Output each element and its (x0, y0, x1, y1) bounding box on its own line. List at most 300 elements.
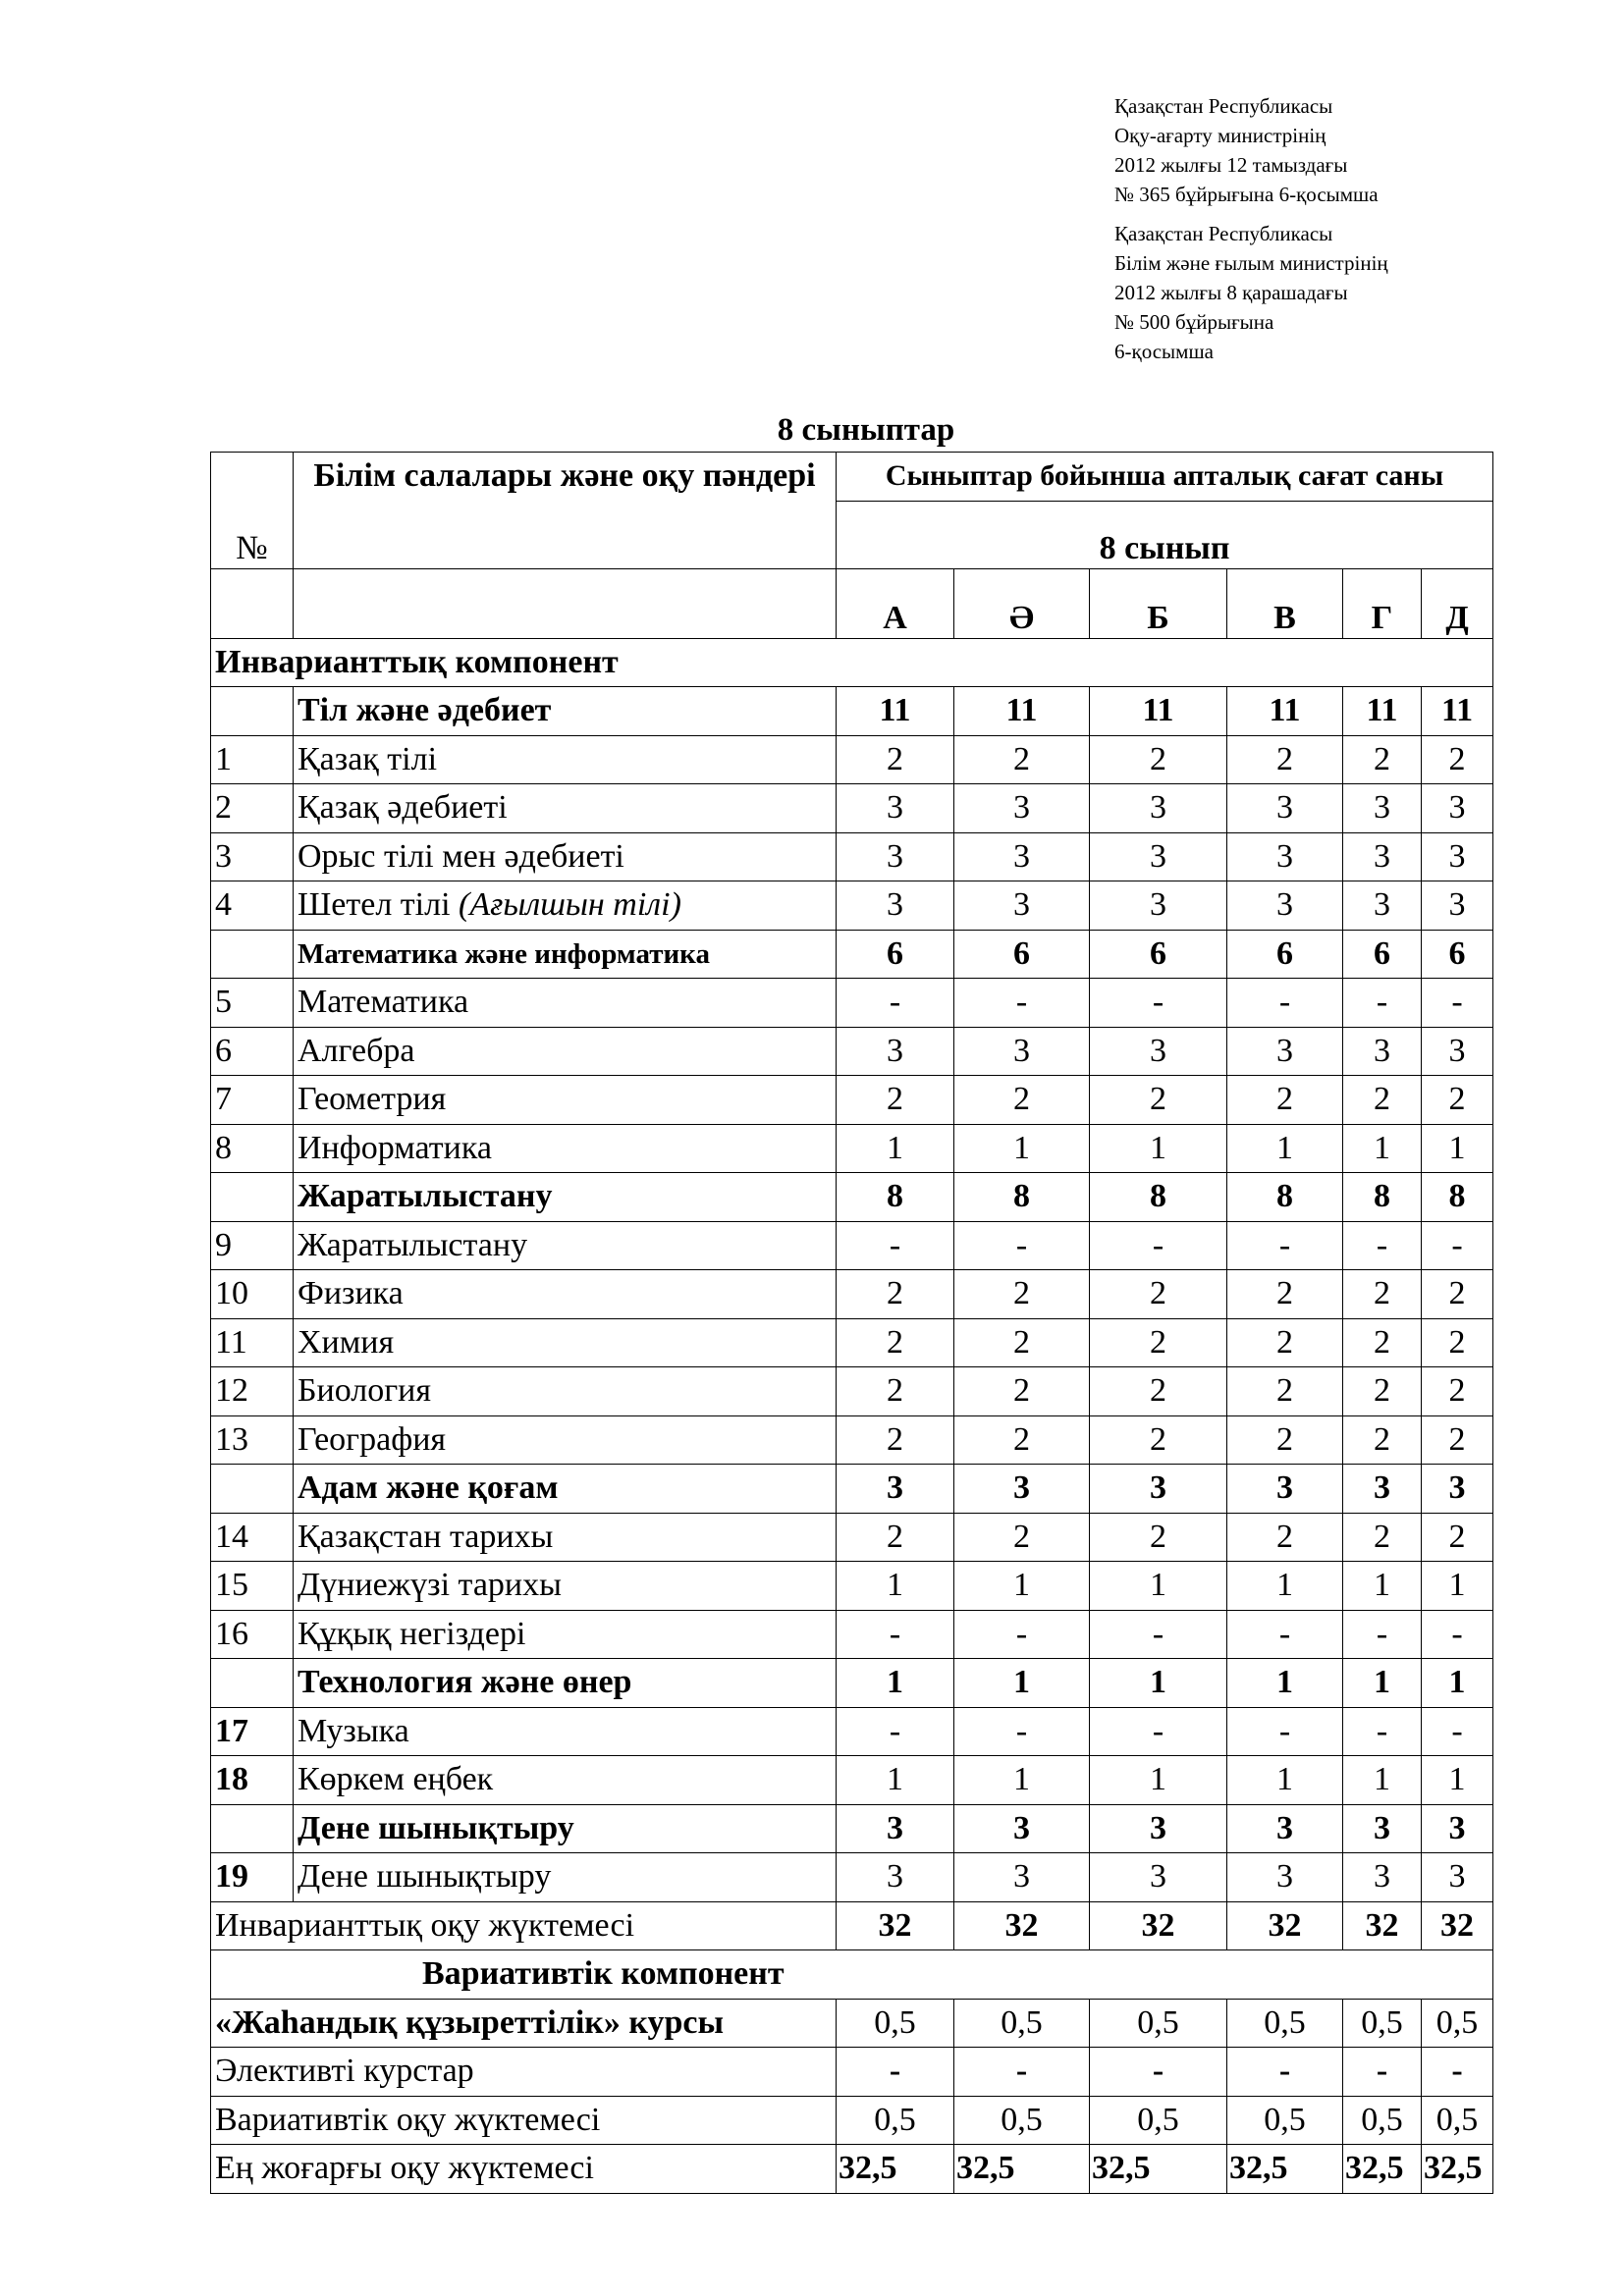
table-body (211, 453, 1493, 2194)
hours-cell: 1 (1227, 1124, 1343, 1173)
section-row (211, 638, 1493, 687)
subject-area-row (211, 930, 1493, 979)
subject-name (294, 1270, 837, 1319)
hours-cell: 3 (1422, 1027, 1493, 1076)
hours-cell: 32 (1227, 1901, 1343, 1950)
variative-label: Вариативтік оқу жүктемесі (211, 2096, 837, 2145)
hours-cell: 32 (837, 1901, 954, 1950)
hours-cell: 0,5 (1343, 1999, 1422, 2048)
row-number (211, 687, 294, 736)
hours-cell: 3 (837, 1853, 954, 1902)
subject-label: Алгебра (298, 1032, 415, 1069)
hours-cell: - (1343, 1707, 1422, 1756)
subject-row (211, 735, 1493, 784)
hours-cell: 1 (1227, 1659, 1343, 1708)
subject-name (294, 1610, 837, 1659)
subject-name (294, 1756, 837, 1805)
hours-cell: 2 (1227, 1513, 1343, 1562)
hours-cell: 2 (1090, 1415, 1227, 1465)
header-hours-title: Сыныптар бойынша апталық сағат саны (837, 453, 1493, 502)
subject-name (294, 735, 837, 784)
approval-stamp-1 (1114, 91, 1379, 209)
hours-cell: 1 (837, 1562, 954, 1611)
subject-row (211, 1367, 1493, 1416)
hours-cell: - (1227, 979, 1343, 1028)
hours-cell: 3 (1343, 1804, 1422, 1853)
hours-cell: - (1343, 1221, 1422, 1270)
invariant-load-row (211, 1901, 1493, 1950)
row-number: 13 (211, 1415, 294, 1465)
hours-cell: 2 (954, 1318, 1090, 1367)
row-number: 11 (211, 1318, 294, 1367)
row-number: 15 (211, 1562, 294, 1611)
variative-row (211, 2048, 1493, 2097)
subject-row (211, 1707, 1493, 1756)
row-number: 16 (211, 1610, 294, 1659)
subject-label: Тіл және әдебиет (298, 692, 552, 729)
class-header: Б (1090, 568, 1227, 638)
hours-cell: 3 (1090, 881, 1227, 931)
subject-area-row (211, 1804, 1493, 1853)
subject-row (211, 1076, 1493, 1125)
subject-row (211, 1124, 1493, 1173)
subject-label: Жаратылыстану (298, 1178, 553, 1215)
hours-cell: 2 (837, 1076, 954, 1125)
hours-cell: - (1090, 979, 1227, 1028)
header-number: № (211, 453, 294, 569)
subject-name (294, 881, 837, 931)
row-number: 12 (211, 1367, 294, 1416)
hours-cell: 6 (837, 930, 954, 979)
subject-row (211, 1756, 1493, 1805)
hours-cell: 2 (837, 1270, 954, 1319)
hours-cell: 2 (1343, 1415, 1422, 1465)
hours-cell: 3 (1090, 1465, 1227, 1514)
row-number: 19 (211, 1853, 294, 1902)
hours-cell: 32,5 (837, 2145, 954, 2194)
row-number (211, 1465, 294, 1514)
hours-cell: 1 (1090, 1756, 1227, 1805)
class-header: Д (1422, 568, 1493, 638)
hours-cell: 1 (1227, 1756, 1343, 1805)
hours-cell: 2 (954, 1076, 1090, 1125)
subject-row (211, 1610, 1493, 1659)
hours-cell: 3 (1422, 832, 1493, 881)
subject-name (294, 687, 837, 736)
hours-cell: 2 (1227, 1367, 1343, 1416)
hours-cell: - (837, 1610, 954, 1659)
hours-cell: 3 (837, 784, 954, 833)
hours-cell: 3 (1422, 1853, 1493, 1902)
max-load-row (211, 2145, 1493, 2194)
variative-row (211, 1999, 1493, 2048)
hours-cell: - (1090, 1610, 1227, 1659)
hours-cell: 2 (837, 1513, 954, 1562)
subject-name (294, 1124, 837, 1173)
hours-cell: 0,5 (1227, 2096, 1343, 2145)
hours-cell: 2 (837, 1415, 954, 1465)
hours-cell: 2 (1090, 1513, 1227, 1562)
hours-cell: 3 (1227, 881, 1343, 931)
hours-cell: 1 (1343, 1562, 1422, 1611)
hours-cell: 11 (1227, 687, 1343, 736)
header-subjects: Білім салалары және оқу пәндері (294, 453, 837, 569)
hours-cell: - (954, 1221, 1090, 1270)
hours-cell: 1 (837, 1659, 954, 1708)
hours-cell: 11 (837, 687, 954, 736)
hours-cell: 2 (1422, 735, 1493, 784)
subject-label: Химия (298, 1323, 395, 1361)
variative-label: Элективті курстар (211, 2048, 837, 2097)
hours-cell: - (1227, 1707, 1343, 1756)
hours-cell: 2 (837, 735, 954, 784)
hours-cell: 2 (837, 1318, 954, 1367)
hours-cell: - (1343, 2048, 1422, 2097)
hours-cell: 3 (837, 881, 954, 931)
row-number: 9 (211, 1221, 294, 1270)
subject-label: Қазақстан тарихы (298, 1518, 554, 1555)
subject-row (211, 832, 1493, 881)
subject-name (294, 1367, 837, 1416)
row-number (211, 930, 294, 979)
hours-cell: 0,5 (837, 2096, 954, 2145)
hours-cell: - (954, 2048, 1090, 2097)
subject-name (294, 1076, 837, 1125)
hours-cell: - (1422, 979, 1493, 1028)
hours-cell: 32,5 (1227, 2145, 1343, 2194)
subject-row (211, 1415, 1493, 1465)
hours-cell: 6 (1090, 930, 1227, 979)
hours-cell: 2 (954, 1270, 1090, 1319)
subject-area-row (211, 1659, 1493, 1708)
hours-cell: - (1343, 1610, 1422, 1659)
subject-label: Адам және қоғам (298, 1469, 559, 1507)
hours-cell: 1 (1090, 1562, 1227, 1611)
row-number (211, 1659, 294, 1708)
hours-cell: 2 (1343, 1513, 1422, 1562)
row-number (211, 1804, 294, 1853)
row-number: 3 (211, 832, 294, 881)
subject-label: Шетел тілі (298, 886, 451, 924)
hours-cell: 8 (954, 1173, 1090, 1222)
hours-cell: 32 (1343, 1901, 1422, 1950)
subject-label: География (298, 1420, 447, 1458)
hours-cell: 1 (1343, 1659, 1422, 1708)
hours-cell: 0,5 (1090, 2096, 1227, 2145)
hours-cell: - (1422, 1221, 1493, 1270)
subject-label: Математика (298, 984, 469, 1021)
hours-cell: 11 (1090, 687, 1227, 736)
page-title: 8 сыныптар (777, 412, 955, 448)
section-invariant: Инварианттық компонент (211, 638, 1493, 687)
hours-cell: 3 (1422, 1804, 1493, 1853)
hours-cell: 32,5 (1422, 2145, 1493, 2194)
hours-cell: 8 (837, 1173, 954, 1222)
hours-cell: 3 (1090, 1804, 1227, 1853)
hours-cell: - (954, 1707, 1090, 1756)
hours-cell: - (837, 1221, 954, 1270)
hours-cell: 1 (837, 1124, 954, 1173)
class-header: В (1227, 568, 1343, 638)
subject-label: Математика және информатика (298, 937, 710, 970)
hours-cell: 32,5 (1090, 2145, 1227, 2194)
hours-cell: - (1422, 2048, 1493, 2097)
hours-cell: - (1090, 2048, 1227, 2097)
hours-cell: 3 (1422, 881, 1493, 931)
subject-name (294, 1707, 837, 1756)
row-number (211, 1173, 294, 1222)
hours-cell: 0,5 (954, 1999, 1090, 2048)
hours-cell: 2 (1422, 1415, 1493, 1465)
hours-cell: - (1422, 1707, 1493, 1756)
hours-cell: 2 (1090, 735, 1227, 784)
hours-cell: - (1227, 1221, 1343, 1270)
hours-cell: 2 (1422, 1318, 1493, 1367)
subject-name (294, 1173, 837, 1222)
hours-cell: 3 (1090, 832, 1227, 881)
subject-label: Қазақ әдебиеті (298, 789, 508, 827)
subject-area-row (211, 687, 1493, 736)
hours-cell: 2 (1090, 1076, 1227, 1125)
subject-name (294, 1804, 837, 1853)
section-row (211, 1950, 1493, 2000)
hours-cell: - (837, 979, 954, 1028)
hours-cell: 3 (837, 1027, 954, 1076)
hours-cell: 1 (1343, 1756, 1422, 1805)
stamp-line: № 365 бұйрығына 6-қосымша (1114, 183, 1379, 206)
hours-cell: 1 (1227, 1562, 1343, 1611)
hours-cell: 2 (954, 1367, 1090, 1416)
hours-cell: 2 (837, 1367, 954, 1416)
hours-cell: - (837, 2048, 954, 2097)
hours-cell: - (1227, 1610, 1343, 1659)
hours-cell: 11 (1343, 687, 1422, 736)
subject-label: Құқық негіздері (298, 1615, 526, 1652)
header-empty-subject (294, 568, 837, 638)
subject-label: Музыка (298, 1712, 409, 1749)
class-header: А (837, 568, 954, 638)
hours-cell: 1 (1422, 1756, 1493, 1805)
subject-label: Жаратылыстану (298, 1226, 528, 1263)
hours-cell: 3 (837, 1465, 954, 1514)
max-load-label: Ең жоғарғы оқу жүктемесі (211, 2145, 837, 2194)
stamp-line: 2012 жылғы 8 қарашадағы (1114, 281, 1348, 304)
stamp-line: 6-қосымша (1114, 340, 1214, 363)
subject-area-row (211, 1173, 1493, 1222)
stamp-line: № 500 бұйрығына (1114, 310, 1274, 334)
hours-cell: - (1090, 1221, 1227, 1270)
hours-cell: 11 (1422, 687, 1493, 736)
hours-cell: 3 (1422, 1465, 1493, 1514)
subject-label: Көркем еңбек (298, 1761, 494, 1798)
hours-cell: 1 (837, 1756, 954, 1805)
hours-cell: 3 (1090, 1853, 1227, 1902)
row-number: 18 (211, 1756, 294, 1805)
section-variative: Вариативтік компонент (211, 1950, 1493, 2000)
subject-row (211, 979, 1493, 1028)
hours-cell: 8 (1090, 1173, 1227, 1222)
hours-cell: 3 (954, 1804, 1090, 1853)
subject-label: Орыс тілі мен әдебиеті (298, 837, 624, 875)
header-row-1 (211, 453, 1493, 502)
hours-cell: 2 (954, 1513, 1090, 1562)
subject-label: Дүниежүзі тарихы (298, 1567, 562, 1604)
hours-cell: 3 (1227, 1027, 1343, 1076)
subject-name (294, 1659, 837, 1708)
subject-name (294, 1415, 837, 1465)
hours-cell: - (1227, 2048, 1343, 2097)
hours-cell: 3 (837, 1804, 954, 1853)
hours-cell: 2 (1343, 1318, 1422, 1367)
subject-label: Технология және өнер (298, 1664, 632, 1701)
hours-cell: 1 (1090, 1659, 1227, 1708)
hours-cell: 1 (1422, 1659, 1493, 1708)
hours-cell: 2 (1227, 1270, 1343, 1319)
hours-cell: 8 (1422, 1173, 1493, 1222)
row-number: 5 (211, 979, 294, 1028)
hours-cell: 0,5 (1422, 1999, 1493, 2048)
subject-note: (Ағылшын тілі) (459, 886, 681, 924)
hours-cell: 2 (1422, 1270, 1493, 1319)
hours-cell: 32,5 (1343, 2145, 1422, 2194)
hours-cell: 2 (1090, 1367, 1227, 1416)
hours-cell: 3 (1227, 1804, 1343, 1853)
subject-row (211, 1027, 1493, 1076)
variative-label: «Жаһандық құзыреттілік» курсы (211, 1999, 837, 2048)
subject-name (294, 1465, 837, 1514)
row-number: 14 (211, 1513, 294, 1562)
hours-cell: 1 (1422, 1562, 1493, 1611)
subject-name (294, 784, 837, 833)
hours-cell: 2 (1227, 735, 1343, 784)
hours-cell: - (837, 1707, 954, 1756)
subject-row (211, 1270, 1493, 1319)
class-header: Ә (954, 568, 1090, 638)
class-header: Г (1343, 568, 1422, 638)
hours-cell: 0,5 (1422, 2096, 1493, 2145)
hours-cell: 2 (1227, 1415, 1343, 1465)
header-row-3 (211, 568, 1493, 638)
hours-cell: 3 (954, 1027, 1090, 1076)
hours-cell: 3 (1343, 1027, 1422, 1076)
hours-cell: 3 (1343, 832, 1422, 881)
hours-cell: 3 (837, 832, 954, 881)
hours-cell: 1 (954, 1562, 1090, 1611)
variative-row (211, 2096, 1493, 2145)
hours-cell: 6 (1343, 930, 1422, 979)
hours-cell: 2 (1343, 1367, 1422, 1416)
subject-name (294, 1318, 837, 1367)
hours-cell: 0,5 (1227, 1999, 1343, 2048)
hours-cell: 3 (1343, 1465, 1422, 1514)
hours-cell: 3 (954, 1853, 1090, 1902)
row-number: 6 (211, 1027, 294, 1076)
hours-cell: 0,5 (837, 1999, 954, 2048)
subject-label: Физика (298, 1275, 404, 1312)
hours-cell: 3 (1090, 1027, 1227, 1076)
stamp-line: 2012 жылғы 12 тамыздағы (1114, 153, 1348, 177)
subject-row (211, 1318, 1493, 1367)
stamp-line: Қазақстан Республикасы (1114, 94, 1333, 118)
hours-cell: 2 (954, 1415, 1090, 1465)
subject-label: Геометрия (298, 1081, 447, 1118)
hours-cell: 2 (1422, 1367, 1493, 1416)
hours-cell: 32,5 (954, 2145, 1090, 2194)
hours-cell: 3 (1227, 1853, 1343, 1902)
invariant-load-label: Инварианттық оқу жүктемесі (211, 1901, 837, 1950)
hours-cell: - (1343, 979, 1422, 1028)
hours-cell: 2 (1227, 1076, 1343, 1125)
hours-cell: 3 (1227, 832, 1343, 881)
subject-name (294, 930, 837, 979)
hours-cell: 32 (1090, 1901, 1227, 1950)
hours-cell: 3 (954, 784, 1090, 833)
hours-cell: - (954, 1610, 1090, 1659)
hours-cell: 8 (1343, 1173, 1422, 1222)
hours-cell: 1 (954, 1756, 1090, 1805)
hours-cell: 3 (1090, 784, 1227, 833)
row-number: 17 (211, 1707, 294, 1756)
hours-cell: 11 (954, 687, 1090, 736)
hours-cell: 0,5 (1090, 1999, 1227, 2048)
hours-cell: - (1090, 1707, 1227, 1756)
hours-cell: - (1422, 1610, 1493, 1659)
subject-label: Биология (298, 1372, 432, 1410)
hours-cell: 3 (1227, 1465, 1343, 1514)
stamp-line: Білім және ғылым министрінің (1114, 251, 1388, 275)
row-number: 4 (211, 881, 294, 931)
subject-row (211, 1513, 1493, 1562)
subject-label: Информатика (298, 1129, 492, 1166)
subject-row (211, 1221, 1493, 1270)
header-empty-num (211, 568, 294, 638)
stamp-line: Оқу-ағарту министрінің (1114, 124, 1326, 147)
subject-row (211, 784, 1493, 833)
row-number: 2 (211, 784, 294, 833)
subject-name (294, 1562, 837, 1611)
subject-name (294, 1027, 837, 1076)
subject-area-row (211, 1465, 1493, 1514)
subject-label: Дене шынықтыру (298, 1858, 552, 1896)
subject-name (294, 1513, 837, 1562)
subject-label: Қазақ тілі (298, 740, 438, 777)
hours-cell: 6 (1227, 930, 1343, 979)
hours-cell: 2 (1227, 1318, 1343, 1367)
hours-cell: 32 (954, 1901, 1090, 1950)
hours-cell: 3 (1343, 881, 1422, 931)
hours-cell: 6 (1422, 930, 1493, 979)
hours-cell: 3 (1227, 784, 1343, 833)
hours-cell: 0,5 (954, 2096, 1090, 2145)
hours-cell: 1 (954, 1124, 1090, 1173)
hours-cell: 2 (954, 735, 1090, 784)
hours-cell: 2 (1090, 1270, 1227, 1319)
header-grade: 8 сынып (837, 501, 1493, 568)
subject-name (294, 1853, 837, 1902)
hours-cell: 1 (1090, 1124, 1227, 1173)
row-number: 10 (211, 1270, 294, 1319)
hours-cell: 32 (1422, 1901, 1493, 1950)
hours-cell: 2 (1343, 1270, 1422, 1319)
hours-cell: 2 (1422, 1513, 1493, 1562)
hours-cell: 8 (1227, 1173, 1343, 1222)
hours-cell: 3 (1343, 784, 1422, 833)
hours-cell: 2 (1343, 735, 1422, 784)
hours-cell: 2 (1343, 1076, 1422, 1125)
stamp-line: Қазақстан Республикасы (1114, 222, 1333, 245)
hours-cell: 1 (954, 1659, 1090, 1708)
hours-cell: 3 (954, 1465, 1090, 1514)
